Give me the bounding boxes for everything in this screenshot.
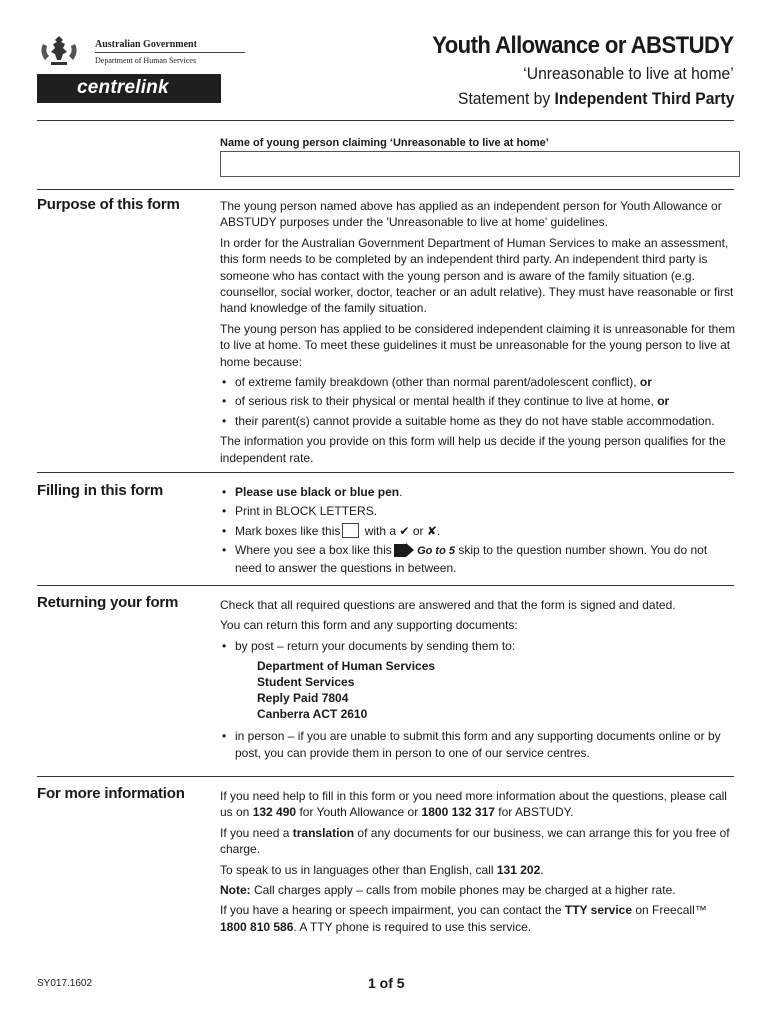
- purpose-paragraph: The young person named above has applied as an independent person for Youth Allowance or ABSTUDY purposes under the 'Unreasonable to live at home' guidelines.: [220, 199, 722, 230]
- goto-box-icon: [394, 544, 406, 557]
- goto-label: Go to 5: [417, 545, 455, 558]
- purpose-paragraph: The information you provide on this form will help us decide if the young person qualifies for the independent rate.: [220, 434, 726, 465]
- note-paragraph: Note: Call charges apply – calls from mobile phones may be charged at a higher rate.: [220, 883, 676, 898]
- postal-address: Department of Human Services Student Services Reply Paid 7804 Canberra ACT 2610: [257, 659, 436, 722]
- form-subtitle: ‘Unreasonable to live at home’: [523, 64, 734, 83]
- section-divider: [37, 189, 734, 190]
- purpose-body: [220, 198, 735, 470]
- list-item: • of serious risk to their physical or mental health if they continue to live at home, or: [220, 393, 735, 409]
- returning-heading: Returning your form: [37, 594, 179, 611]
- return-methods-list: [220, 728, 735, 761]
- form-statement: [458, 89, 734, 109]
- filling-heading: Filling in this form: [37, 482, 163, 499]
- list-item: • Where you see a box like this Go to 5 skip to the question number shown. You do not need to answer the questions in between.: [220, 542, 735, 576]
- list-item: • of extreme family breakdown (other than normal parent/adolescent conflict), or: [220, 374, 735, 390]
- purpose-heading: Purpose of this form: [37, 196, 180, 213]
- more-info-paragraph: If you need a translation of any documents for our business, we can arrange this for you free of charge.: [220, 825, 730, 857]
- more-info-heading: For more information: [37, 785, 185, 802]
- purpose-paragraph: The young person has applied to be considered independent claiming it is unreasonable for them to live at home. To meet these guidelines it must be unreasonable for the young person to live at home because:: [220, 321, 736, 369]
- filling-instructions-list: [220, 484, 735, 576]
- logo-divider: [95, 52, 245, 53]
- return-methods-list: [220, 638, 735, 654]
- tty-paragraph: If you have a hearing or speech impairment, you can contact the TTY service on Freecall™ 1800 810 586. A TTY phone is required to use this service.: [220, 903, 707, 934]
- goto-arrow-icon: [406, 543, 414, 557]
- list-item: • in person – if you are unable to submit this form and any supporting documents online or by post, you can provide them in person to one of our service centres.: [220, 728, 735, 761]
- tick-icon: ✔: [399, 523, 410, 538]
- example-checkbox: [342, 523, 359, 538]
- coat-of-arms-icon: [37, 34, 81, 68]
- brand-name: centrelink: [77, 77, 169, 98]
- statement-party: Independent Third Party: [554, 89, 734, 108]
- more-info-paragraph: If you need help to fill in this form or you need more information about the questions, please call us on 132 490 for Youth Allowance or 1800 132 317 for ABSTUDY.: [220, 789, 727, 820]
- list-item: • by post – return your documents by sending them to:: [220, 638, 735, 654]
- cross-icon: ✘: [426, 523, 437, 538]
- statement-prefix: Statement by: [457, 89, 550, 108]
- young-person-name-input[interactable]: [220, 151, 740, 177]
- list-item: • Please use black or blue pen.: [220, 484, 735, 500]
- centrelink-brand-bar: [37, 74, 221, 103]
- returning-body: [220, 597, 735, 765]
- section-divider: [37, 472, 734, 473]
- returning-paragraph: Check that all required questions are answered and that the form is signed and dated.: [220, 598, 676, 612]
- government-name: Australian Government: [95, 39, 197, 50]
- purpose-reasons-list: [220, 374, 735, 429]
- header-divider: [37, 120, 734, 121]
- filling-body: [220, 484, 735, 580]
- list-item: • Mark boxes like this with a ✔ or ✘.: [220, 523, 735, 539]
- more-info-body: [220, 788, 735, 939]
- form-code: SY017.1602: [37, 978, 93, 989]
- returning-paragraph: You can return this form and any supporting documents:: [220, 618, 518, 633]
- section-divider: [37, 585, 734, 586]
- list-item: • their parent(s) cannot provide a suitable home as they do not have stable accommodation.: [220, 413, 735, 429]
- purpose-paragraph: In order for the Australian Government Department of Human Services to make an assessment, this form needs to be completed by an independent third party. An independent third party is someone who has contact with the young person and is aware of the family situation (e.g. counsellor, social worker, doctor, teacher or an adult relative). They must have reasonable or first hand knowledge of the family situation.: [220, 235, 734, 316]
- form-title: Youth Allowance or ABSTUDY: [432, 32, 734, 59]
- more-info-paragraph: To speak to us in languages other than English, call 131 202.: [220, 862, 544, 877]
- list-item: • Print in BLOCK LETTERS.: [220, 503, 735, 519]
- name-field-label: Name of young person claiming ‘Unreasonable to live at home’: [220, 137, 549, 149]
- section-divider: [37, 776, 734, 777]
- page-number: 1 of 5: [368, 975, 405, 991]
- department-name: Department of Human Services: [95, 56, 197, 65]
